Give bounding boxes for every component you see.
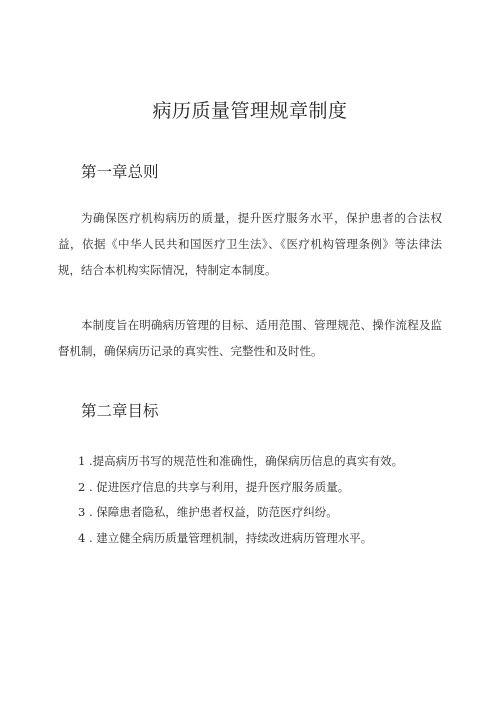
chapter-2-heading: 第二章目标 [81, 402, 159, 420]
goal-item: 4 . 建立健全病历质量管理机制，持续改进病历管理水平。 [78, 530, 373, 545]
chapter-1-heading: 第一章总则 [81, 163, 159, 181]
goal-item: 2 . 促进医疗信息的共享与利用，提升医疗服务质量。 [78, 479, 350, 494]
goal-item: 1 .提高病历书写的规范性和准确性，确保病历信息的真实有效。 [78, 454, 404, 468]
document-title: 病历质量管理规章制度 [152, 100, 348, 122]
goals-list [78, 449, 403, 551]
goal-item: 3 . 保障患者隐私，维护患者权益，防范医疗纠纷。 [78, 505, 338, 519]
chapter-1-paragraph-1: 为确保医疗机构病历的质量，提升医疗服务水平，保护患者的合法权益，依据《中华人民共和国医疗卫生法》、《医疗机构管理条例》等法律法规，结合本机构实际情况，特制定本制度。 [58, 211, 442, 277]
chapter-1-paragraph-2: 本制度旨在明确病历管理的目标、适用范围、管理规范、操作流程及监督机制，确保病历记录的真实性、完整性和及时性。 [58, 318, 442, 358]
